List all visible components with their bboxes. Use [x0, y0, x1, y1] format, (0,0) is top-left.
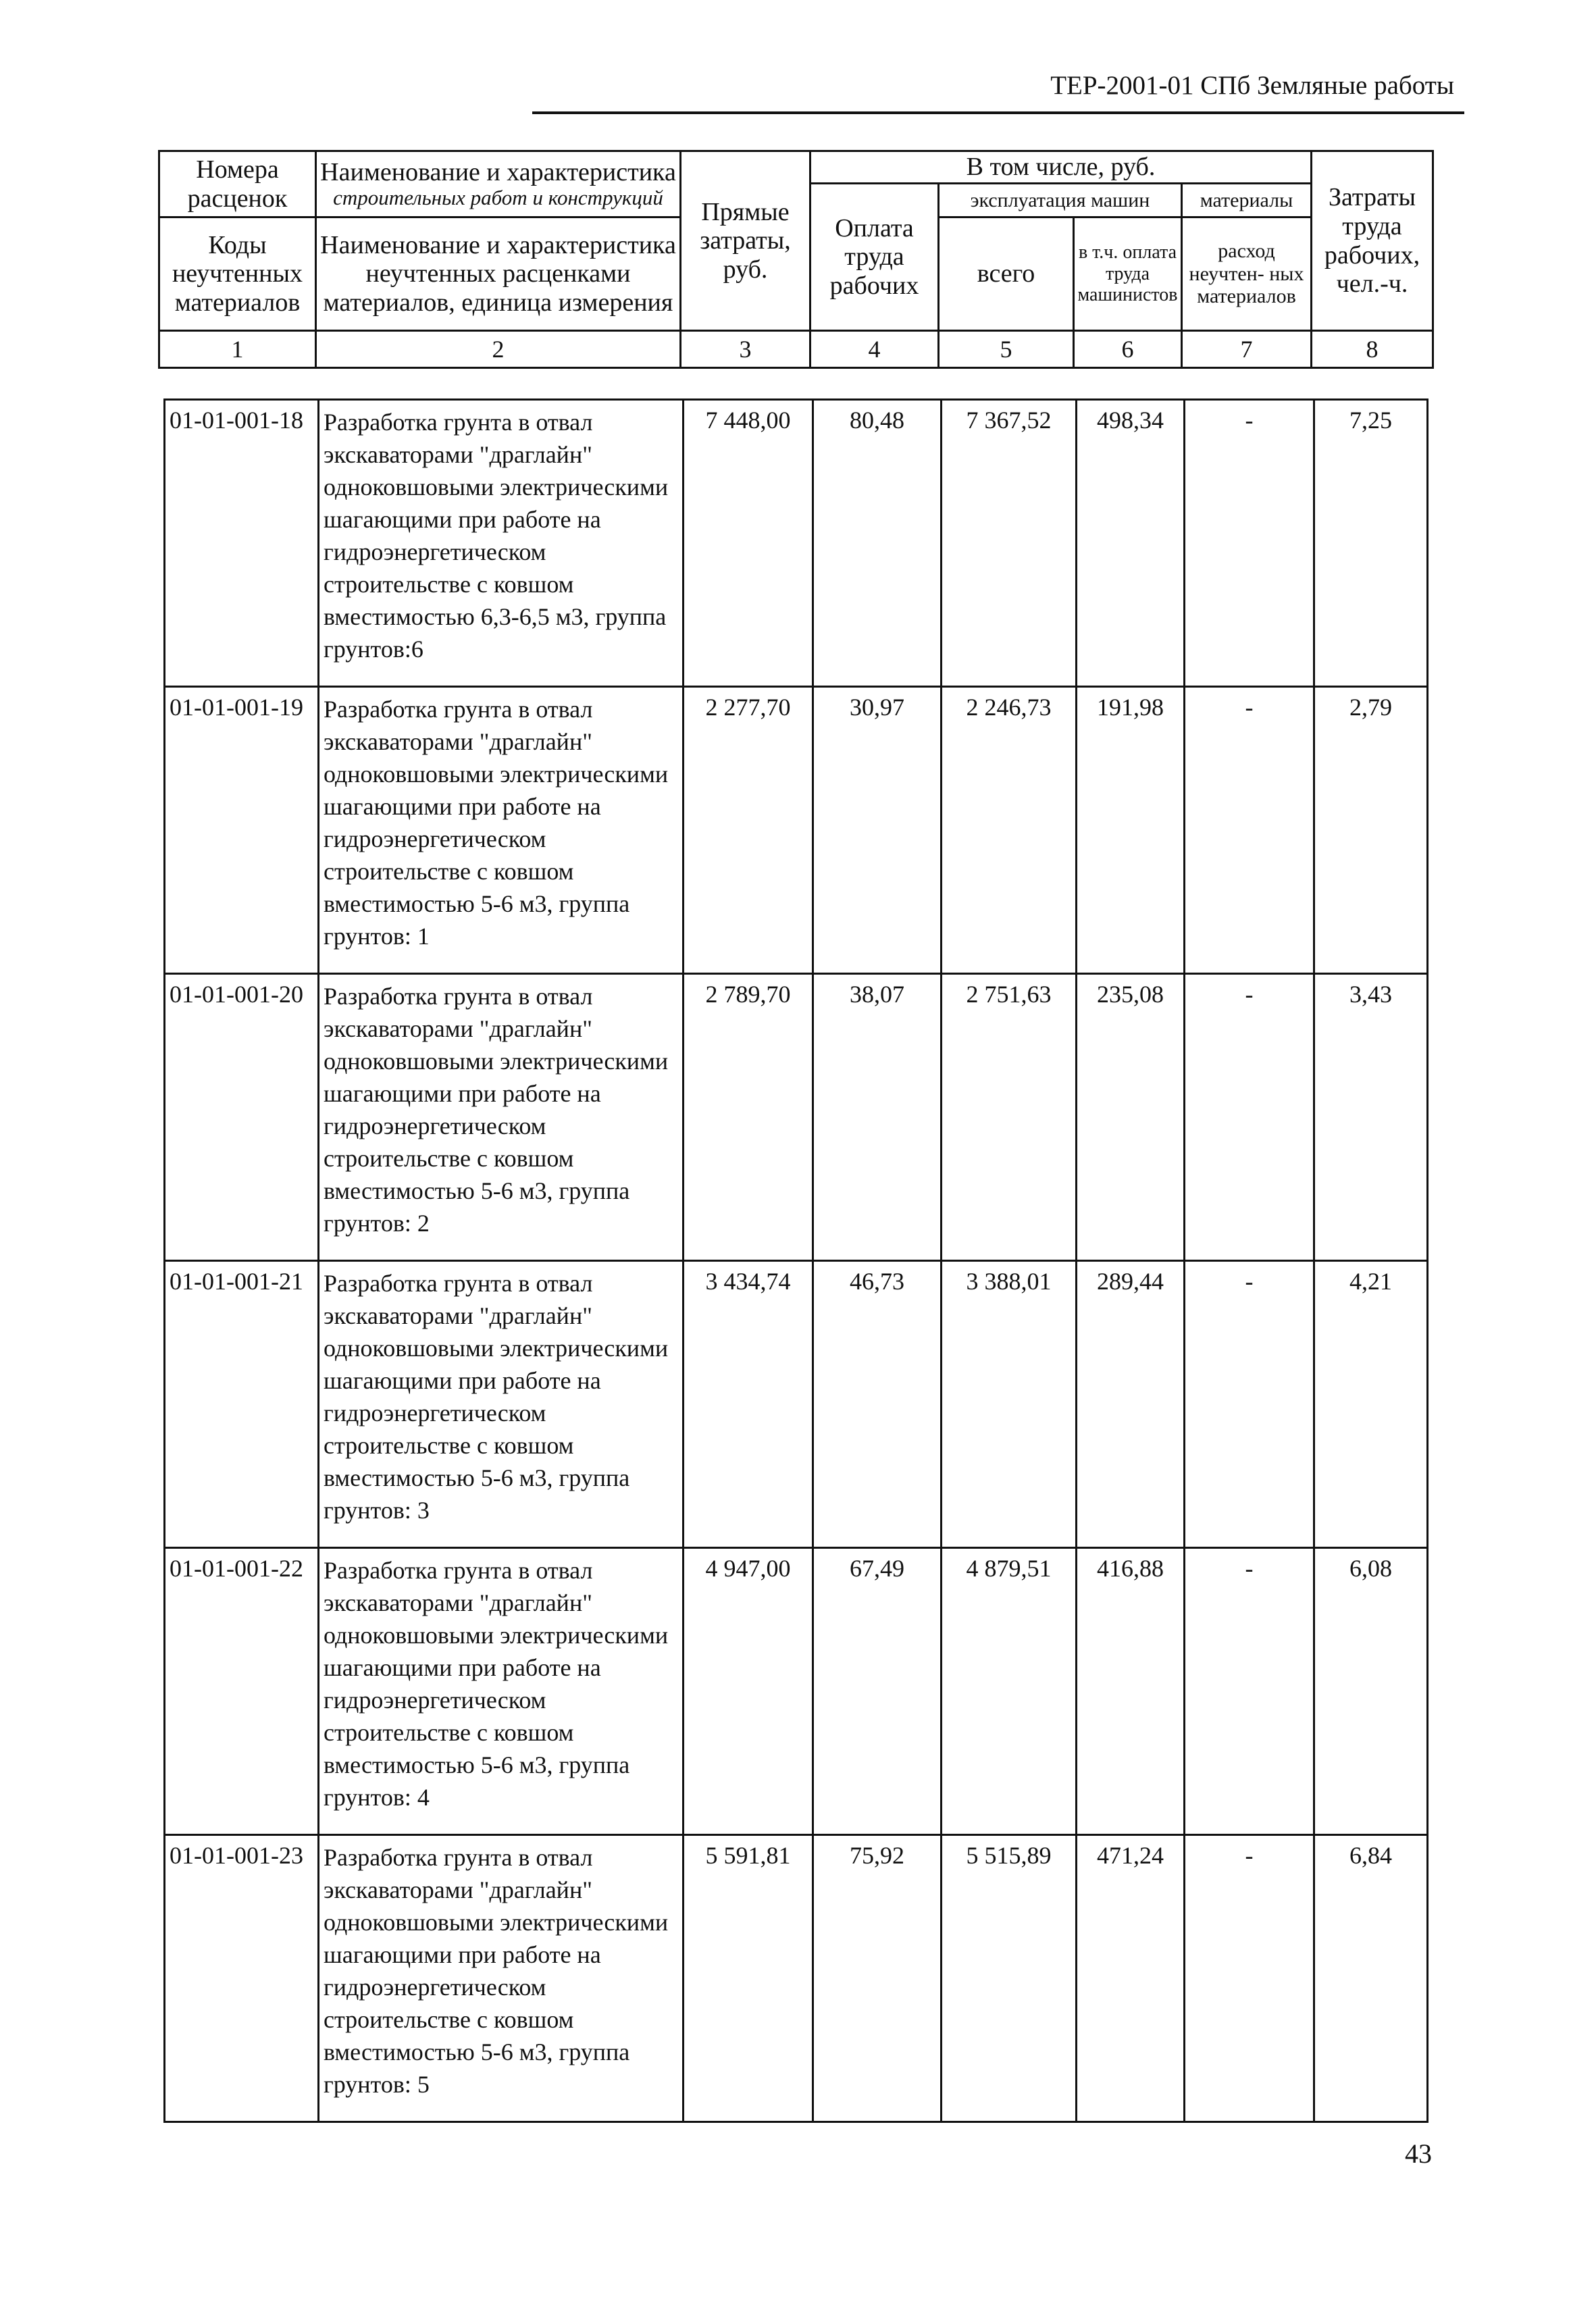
header-col2-top-sub: строительных работ и конструкций: [333, 186, 663, 210]
column-number: 2: [316, 331, 681, 368]
rate-description: Разработка грунта в отвал экскаваторами "драглайн" одноковшовыми электрическими шагающими при работе на гидроэнергетическом строительстве с ковшом вместимостью 5-6 м3, группа грунтов: 3: [319, 1261, 684, 1548]
labor-hours: 6,08: [1314, 1548, 1428, 1835]
header-col1-bottom: Коды неучтенных материалов: [159, 217, 316, 331]
column-number: 5: [939, 331, 1074, 368]
header-including: В том числе, руб.: [810, 151, 1312, 184]
header-col7: расход неучтен- ных материалов: [1182, 217, 1312, 331]
column-number: 6: [1074, 331, 1182, 368]
machines-total: 2 751,63: [942, 974, 1077, 1261]
machinists-pay: 289,44: [1077, 1261, 1185, 1548]
table-row: [165, 974, 1428, 1261]
direct-costs: 2 277,70: [684, 687, 813, 974]
labor-hours: 2,79: [1314, 687, 1428, 974]
header-rule: [532, 111, 1464, 114]
column-number: 1: [159, 331, 316, 368]
column-number: 4: [810, 331, 939, 368]
labor-pay: 46,73: [813, 1261, 942, 1548]
machines-total: 7 367,52: [942, 400, 1077, 687]
labor-pay: 75,92: [813, 1835, 942, 2122]
direct-costs: 2 789,70: [684, 974, 813, 1261]
table-row: [165, 687, 1428, 974]
rate-description: Разработка грунта в отвал экскаваторами "драглайн" одноковшовыми электрическими шагающими при работе на гидроэнергетическом строительстве с ковшом вместимостью 5-6 м3, группа грунтов: 4: [319, 1548, 684, 1835]
header-col1-top: Номера расценок: [159, 151, 316, 217]
header-col8: Затраты труда рабочих, чел.-ч.: [1312, 151, 1433, 331]
materials-consumption: -: [1185, 400, 1314, 687]
table-header: [158, 150, 1434, 369]
direct-costs: 4 947,00: [684, 1548, 813, 1835]
machines-total: 3 388,01: [942, 1261, 1077, 1548]
materials-consumption: -: [1185, 1261, 1314, 1548]
labor-hours: 7,25: [1314, 400, 1428, 687]
table-row: [165, 1548, 1428, 1835]
rate-description: Разработка грунта в отвал экскаваторами "драглайн" одноковшовыми электрическими шагающими при работе на гидроэнергетическом строительстве с ковшом вместимостью 5-6 м3, группа грунтов: 2: [319, 974, 684, 1261]
machinists-pay: 191,98: [1077, 687, 1185, 974]
rate-code: 01-01-001-19: [165, 687, 319, 974]
header-col4: Оплата труда рабочих: [810, 184, 939, 331]
materials-consumption: -: [1185, 687, 1314, 974]
header-col3: Прямые затраты, руб.: [681, 151, 810, 331]
table-row: [165, 400, 1428, 687]
rate-code: 01-01-001-21: [165, 1261, 319, 1548]
rate-description: Разработка грунта в отвал экскаваторами "драглайн" одноковшовыми электрическими шагающими при работе на гидроэнергетическом строительстве с ковшом вместимостью 6,3-6,5 м3, группа грунтов:6: [319, 400, 684, 687]
machines-total: 5 515,89: [942, 1835, 1077, 2122]
rate-description: Разработка грунта в отвал экскаваторами "драглайн" одноковшовыми электрическими шагающими при работе на гидроэнергетическом строительстве с ковшом вместимостью 5-6 м3, группа грунтов: 5: [319, 1835, 684, 2122]
labor-pay: 80,48: [813, 400, 942, 687]
document-header-title: ТЕР-2001-01 СПб Земляные работы: [1050, 71, 1454, 100]
direct-costs: 5 591,81: [684, 1835, 813, 2122]
header-materials: материалы: [1182, 184, 1312, 217]
machinists-pay: 235,08: [1077, 974, 1185, 1261]
machinists-pay: 498,34: [1077, 400, 1185, 687]
labor-pay: 38,07: [813, 974, 942, 1261]
machines-total: 2 246,73: [942, 687, 1077, 974]
column-number: 3: [681, 331, 810, 368]
header-machines: эксплуатация машин: [939, 184, 1182, 217]
materials-consumption: -: [1185, 974, 1314, 1261]
header-col5: всего: [939, 217, 1074, 331]
header-col2-top-main: Наименование и характеристика: [320, 157, 676, 186]
header-col2-bottom: Наименование и характеристика неучтенных расценками материалов, единица измерения: [316, 217, 681, 331]
page-number: 43: [1405, 2138, 1432, 2169]
labor-hours: 6,84: [1314, 1835, 1428, 2122]
table-row: [165, 1261, 1428, 1548]
table-row: [165, 1835, 1428, 2122]
rates-table: [163, 398, 1428, 2123]
labor-hours: 3,43: [1314, 974, 1428, 1261]
labor-pay: 67,49: [813, 1548, 942, 1835]
materials-consumption: -: [1185, 1548, 1314, 1835]
column-number: 8: [1312, 331, 1433, 368]
direct-costs: 3 434,74: [684, 1261, 813, 1548]
machines-total: 4 879,51: [942, 1548, 1077, 1835]
machinists-pay: 416,88: [1077, 1548, 1185, 1835]
column-number: 7: [1182, 331, 1312, 368]
materials-consumption: -: [1185, 1835, 1314, 2122]
labor-hours: 4,21: [1314, 1261, 1428, 1548]
direct-costs: 7 448,00: [684, 400, 813, 687]
machinists-pay: 471,24: [1077, 1835, 1185, 2122]
labor-pay: 30,97: [813, 687, 942, 974]
rate-code: 01-01-001-22: [165, 1548, 319, 1835]
header-col2-top: [316, 151, 681, 217]
rate-code: 01-01-001-20: [165, 974, 319, 1261]
header-col6: в т.ч. оплата труда машинистов: [1074, 217, 1182, 331]
rate-code: 01-01-001-18: [165, 400, 319, 687]
rate-description: Разработка грунта в отвал экскаваторами "драглайн" одноковшовыми электрическими шагающими при работе на гидроэнергетическом строительстве с ковшом вместимостью 5-6 м3, группа грунтов: 1: [319, 687, 684, 974]
rate-code: 01-01-001-23: [165, 1835, 319, 2122]
